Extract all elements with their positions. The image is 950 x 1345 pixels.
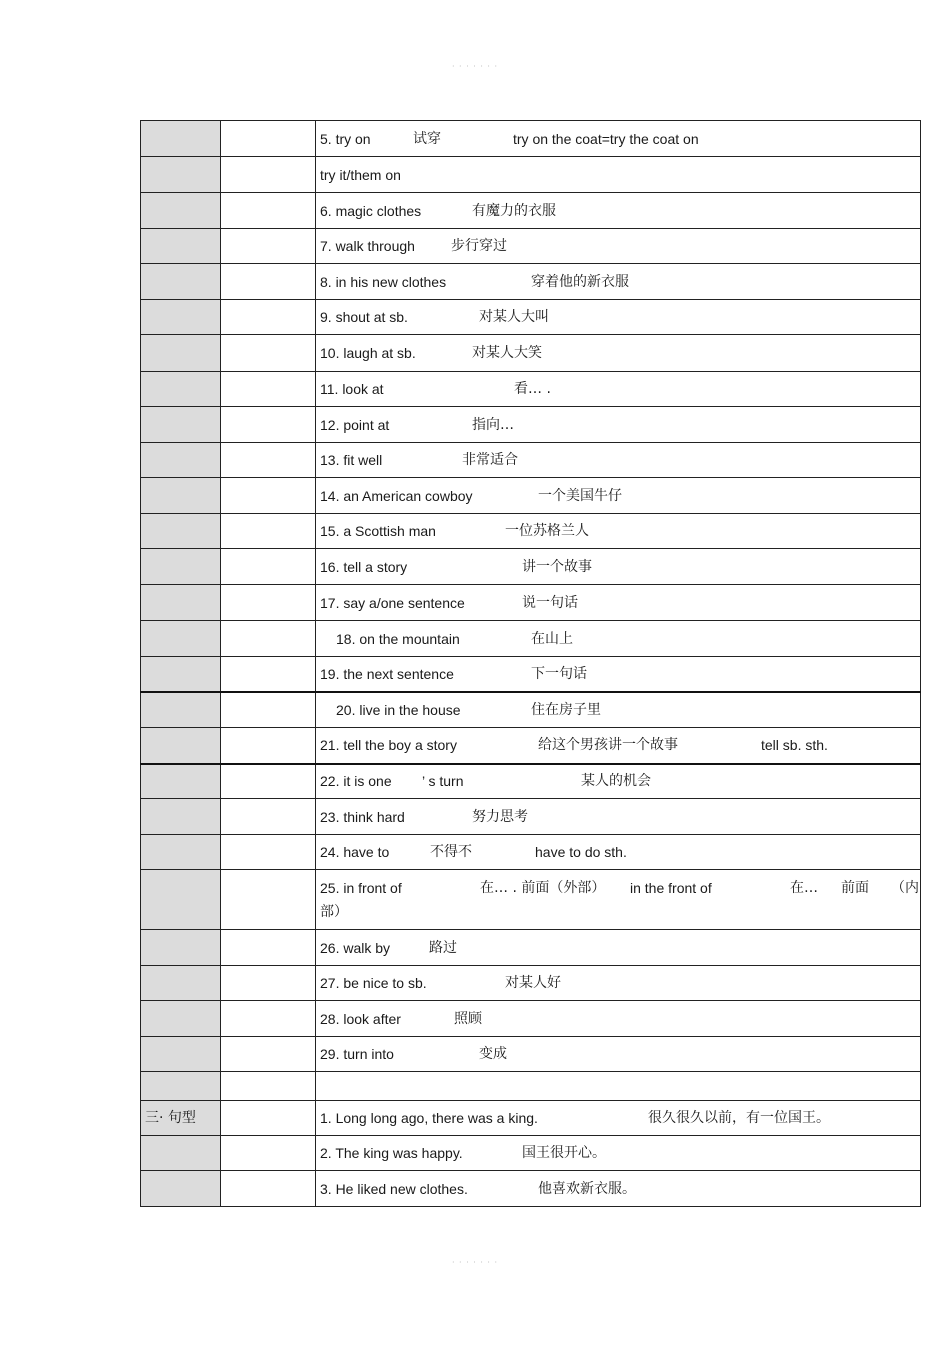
phrase-cell: [316, 585, 921, 621]
table-row: [141, 1171, 921, 1207]
phrase-text: 1. Long long ago, there was a king.: [320, 1110, 538, 1126]
phrase-cell: [316, 764, 921, 799]
category-cell: [141, 157, 221, 193]
phrase-cell: [316, 930, 921, 966]
phrase-cell: [316, 1171, 921, 1207]
table-row: [141, 835, 921, 870]
header-mark: · · · · · · ·: [451, 62, 499, 71]
phrase-translation: 国王很开心。: [522, 1145, 606, 1161]
blank-cell: [221, 1037, 316, 1072]
phrase-translation: 在山上: [531, 630, 573, 647]
category-cell: [141, 372, 221, 407]
category-cell: [141, 1171, 221, 1207]
category-cell: [141, 1037, 221, 1072]
table-row: [141, 966, 921, 1001]
phrase-translation: 试穿: [413, 130, 441, 147]
table-row: [141, 300, 921, 335]
table-row: [141, 621, 921, 657]
blank-cell: [221, 157, 316, 193]
phrase-translation: 在…: [790, 879, 818, 896]
phrase-translation: 某人的机会: [581, 773, 651, 790]
phrase-text: 25. in front of: [320, 879, 402, 896]
category-cell: [141, 229, 221, 264]
phrase-cell: [316, 1101, 921, 1136]
phrase-translation: 说一句话: [522, 594, 578, 611]
category-cell: [141, 764, 221, 799]
phrase-cell: [316, 621, 921, 657]
table-row: [141, 728, 921, 764]
table-row: [141, 478, 921, 514]
table-row: [141, 1101, 921, 1136]
phrase-cell: [316, 870, 921, 930]
blank-cell: [221, 264, 316, 300]
table-row: [141, 1136, 921, 1171]
phrase-translation: 不得不: [430, 844, 472, 860]
category-cell: [141, 193, 221, 229]
blank-cell: [221, 799, 316, 835]
table-row: [141, 657, 921, 692]
blank-cell: [221, 549, 316, 585]
phrase-text: 9. shout at sb.: [320, 309, 408, 325]
category-cell: [141, 264, 221, 300]
phrase-translation: 讲一个故事: [522, 558, 592, 575]
table-row: [141, 372, 921, 407]
phrase-cell: [316, 121, 921, 157]
blank-cell: [221, 229, 316, 264]
phrase-cell: [316, 443, 921, 478]
blank-cell: [221, 407, 316, 443]
phrase-translation: 变成: [479, 1046, 507, 1062]
table-row: [141, 1001, 921, 1037]
phrase-text: 10. laugh at sb.: [320, 345, 416, 361]
category-cell: [141, 835, 221, 870]
category-cell: [141, 514, 221, 549]
table-row: [141, 229, 921, 264]
table-row: [141, 870, 921, 930]
table-row: [141, 549, 921, 585]
category-cell: [141, 443, 221, 478]
phrase-cell: [316, 407, 921, 443]
blank-cell: [221, 585, 316, 621]
table-row: [141, 585, 921, 621]
phrase-text: 15. a Scottish man: [320, 523, 436, 539]
blank-cell: [221, 870, 316, 930]
phrase-cell: [316, 193, 921, 229]
phrase-cell: [316, 478, 921, 514]
phrase-translation-continued: 部）: [320, 903, 348, 920]
phrase-translation: 一位苏格兰人: [505, 523, 589, 539]
table-row: [141, 157, 921, 193]
phrase-text: 23. think hard: [320, 808, 405, 825]
phrase-text: 29. turn into: [320, 1046, 394, 1062]
category-cell: [141, 621, 221, 657]
blank-cell: [221, 514, 316, 549]
phrase-text: 11. look at: [320, 381, 384, 397]
phrase-translation: 努力思考: [472, 808, 528, 825]
phrase-translation: 指向…: [472, 416, 514, 433]
table-row: [141, 121, 921, 157]
table-row: [141, 264, 921, 300]
phrase-text: 24. have to: [320, 844, 390, 860]
phrase-cell: [316, 335, 921, 372]
phrase-translation: 住在房子里: [531, 701, 601, 718]
blank-cell: [221, 193, 316, 229]
phrase-text: 7. walk through: [320, 238, 415, 254]
phrase-translation: 有魔力的衣服: [472, 202, 556, 219]
phrase-translation: （内: [891, 879, 919, 896]
category-cell: [141, 478, 221, 514]
phrase-cell: [316, 799, 921, 835]
phrase-cell: [316, 229, 921, 264]
blank-cell: [221, 692, 316, 728]
table-row: [141, 443, 921, 478]
phrase-translation: 在… . 前面（外部）: [480, 879, 606, 896]
phrase-text: 8. in his new clothes: [320, 273, 447, 290]
phrase-text: 20. live in the house: [336, 701, 461, 718]
table-row: [141, 930, 921, 966]
table-row: [141, 193, 921, 229]
blank-cell: [221, 966, 316, 1001]
category-cell: [141, 335, 221, 372]
phrase-cell: [316, 300, 921, 335]
phrase-translation: 对某人大笑: [472, 345, 542, 361]
category-cell: [141, 121, 221, 157]
blank-cell: [221, 478, 316, 514]
phrase-cell: [316, 657, 921, 692]
category-cell: [141, 870, 221, 930]
phrase-cell: [316, 1037, 921, 1072]
phrase-text: ’ s turn: [422, 773, 464, 790]
blank-cell: [221, 1001, 316, 1037]
category-cell: [141, 549, 221, 585]
blank-cell: [221, 1072, 316, 1101]
phrase-text: in the front of: [630, 879, 712, 896]
blank-cell: [221, 764, 316, 799]
category-cell: [141, 1001, 221, 1037]
phrase-text: 2. The king was happy.: [320, 1145, 463, 1161]
phrase-text: 12. point at: [320, 416, 390, 433]
blank-cell: [221, 443, 316, 478]
table-row: [141, 1037, 921, 1072]
phrase-translation: 对某人好: [505, 975, 561, 991]
phrase-text: try it/them on: [320, 166, 401, 183]
phrase-translation: 一个美国牛仔: [538, 487, 622, 504]
phrase-text: tell sb. sth.: [761, 737, 828, 754]
phrase-text: try on the coat=try the coat on: [513, 130, 699, 147]
category-cell: [141, 692, 221, 728]
phrase-cell: [316, 157, 921, 193]
blank-cell: [221, 930, 316, 966]
blank-cell: [221, 335, 316, 372]
blank-cell: [221, 728, 316, 764]
phrase-cell: [316, 514, 921, 549]
category-cell: [141, 1136, 221, 1171]
phrase-text: 22. it is one: [320, 773, 392, 790]
blank-cell: [221, 1101, 316, 1136]
phrase-text: 3. He liked new clothes.: [320, 1180, 468, 1197]
blank-cell: [221, 372, 316, 407]
vocabulary-table: [140, 120, 921, 1207]
footer-mark: · · · · · · ·: [451, 1258, 499, 1267]
phrase-translation: 下一句话: [531, 665, 587, 682]
category-cell: 三· 句型: [141, 1101, 221, 1136]
phrase-translation: 步行穿过: [451, 238, 507, 254]
blank-cell: [221, 621, 316, 657]
category-cell: [141, 966, 221, 1001]
phrase-text: 26. walk by: [320, 939, 391, 956]
phrase-translation: 前面: [841, 879, 869, 896]
table-row: [141, 692, 921, 728]
phrase-cell: [316, 692, 921, 728]
blank-cell: [221, 657, 316, 692]
phrase-text: 14. an American cowboy: [320, 487, 473, 504]
phrase-translation: 照顾: [454, 1010, 482, 1027]
table-row: [141, 1072, 921, 1101]
phrase-translation: 路过: [429, 939, 457, 956]
phrase-cell: [316, 1072, 921, 1101]
blank-cell: [221, 1171, 316, 1207]
phrase-translation: 非常适合: [462, 452, 518, 468]
phrase-cell: [316, 966, 921, 1001]
category-cell: [141, 728, 221, 764]
phrase-cell: [316, 1001, 921, 1037]
phrase-translation: 看… .: [514, 381, 551, 397]
phrase-text: 13. fit well: [320, 452, 383, 468]
phrase-text: have to do sth.: [535, 844, 627, 860]
phrase-text: 21. tell the boy a story: [320, 737, 457, 754]
category-cell: [141, 300, 221, 335]
phrase-cell: [316, 728, 921, 764]
phrase-text: 27. be nice to sb.: [320, 975, 427, 991]
blank-cell: [221, 835, 316, 870]
phrase-cell: [316, 1136, 921, 1171]
phrase-text: 16. tell a story: [320, 558, 408, 575]
category-cell: [141, 407, 221, 443]
blank-cell: [221, 121, 316, 157]
phrase-text: 18. on the mountain: [336, 630, 460, 647]
category-cell: [141, 657, 221, 692]
phrase-text: 19. the next sentence: [320, 665, 454, 682]
blank-cell: [221, 300, 316, 335]
category-cell: [141, 585, 221, 621]
phrase-cell: [316, 372, 921, 407]
phrase-translation: 穿着他的新衣服: [531, 273, 629, 290]
blank-cell: [221, 1136, 316, 1171]
phrase-translation: 很久很久以前，有一位国王。: [648, 1110, 830, 1126]
phrase-cell: [316, 549, 921, 585]
phrase-cell: [316, 835, 921, 870]
table-row: [141, 764, 921, 799]
phrase-text: 28. look after: [320, 1010, 401, 1027]
phrase-cell: [316, 264, 921, 300]
phrase-text: 5. try on: [320, 130, 371, 147]
table-row: [141, 514, 921, 549]
table-row: [141, 799, 921, 835]
category-cell: [141, 1072, 221, 1101]
table-row: [141, 407, 921, 443]
phrase-translation: 给这个男孩讲一个故事: [538, 737, 678, 754]
phrase-text: 6. magic clothes: [320, 202, 422, 219]
table-row: [141, 335, 921, 372]
phrase-translation: 他喜欢新衣服。: [538, 1180, 636, 1197]
category-cell: [141, 930, 221, 966]
category-cell: [141, 799, 221, 835]
phrase-translation: 对某人大叫: [479, 309, 549, 325]
phrase-text: 17. say a/one sentence: [320, 594, 465, 611]
